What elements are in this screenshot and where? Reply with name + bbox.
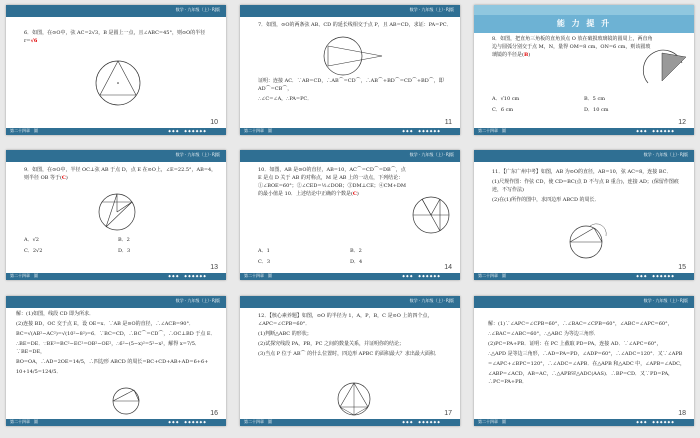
option-d: D．4	[350, 259, 363, 265]
slide-page-12[interactable]	[474, 5, 694, 135]
slide-footer: 第二十四章 圆 ◆ ◆ ◆ ◆ ◆ ◆ ◆ ◆ ◆	[474, 419, 694, 426]
answer-text: B	[523, 52, 529, 58]
circle-figure	[332, 378, 376, 420]
slide-page-11[interactable]	[240, 5, 460, 135]
option-a: A．√10 cm	[492, 96, 520, 102]
slide-header: 数学 · 九年级（上）· RJ版	[6, 296, 226, 308]
slide-footer: 第二十四章 圆 ◆ ◆ ◆ ◆ ◆ ◆ ◆ ◆ ◆	[6, 128, 226, 135]
page-number: 14	[444, 264, 452, 271]
circle-figure	[94, 190, 140, 234]
answer-text: C	[352, 191, 357, 197]
circle-figure	[88, 57, 148, 112]
slide-page-16[interactable]	[6, 296, 226, 426]
slide-footer: 第二十四章 圆 ◆ ◆ ◆ ◆ ◆ ◆ ◆ ◆ ◆	[474, 273, 694, 280]
slide-footer: 第二十四章 圆 ◆ ◆ ◆ ◆ ◆ ◆ ◆ ◆ ◆	[240, 273, 460, 280]
circle-figure	[106, 384, 146, 418]
slide-page-14[interactable]	[240, 150, 460, 280]
circle-figure	[408, 192, 454, 238]
slide-page-13[interactable]	[6, 150, 226, 280]
slide-header: 数学 · 九年级（上）· RJ版	[474, 150, 694, 162]
slide-header: 数学 · 九年级（上）· RJ版	[240, 150, 460, 162]
option-a: A．√2	[24, 237, 39, 243]
slide-header: 数学 · 九年级（上）· RJ版	[474, 296, 694, 308]
circle-figure	[318, 33, 388, 79]
circle-figure	[560, 222, 612, 262]
slide-page-15[interactable]	[474, 150, 694, 280]
option-b: B．5 cm	[584, 96, 605, 102]
solution-text: 解：(1)如图，线段 CD 即为所求． (2)连接 BD，OC 交于点 E，设 OE=x．∵AB 是⊙O的直径，∴∠ACB=90°． BC=√(AB²−AC²)=√(10²−8²)=6．∵BC=CD，∴BC⌒=CD⌒，∴OC⊥BD 于点 E． ∴BE=DE．∵BE²=BC²−EC²=OB²−OE²，∴6²−(5−x)²=5²−x²，解得 x=7/5．∵BE=DE， BO=OA，∴AD=2OE=14/5，∴四边形 ABCD 的周长=BC+CD+AB+AD=6+6+ 10+14/5=124/5．	[16, 311, 216, 375]
slide-page-17[interactable]	[240, 296, 460, 426]
slide-footer: 第二十四章 圆 ◆ ◆ ◆ ◆ ◆ ◆ ◆ ◆ ◆	[6, 419, 226, 426]
option-b: B．2	[350, 248, 362, 254]
slide-header: 数学 · 九年级（上）· RJ版	[6, 5, 226, 17]
question-text: 7．如图，⊙O的两条弦 AB、CD 的延长线相交于点 P，且 AB=CD，求证：PA=PC．	[258, 22, 452, 28]
page-number: 11	[444, 119, 452, 126]
proof-text: 证明：连接 AC．∵AB=CD，∴AB⌒=CD⌒，∴AB⌒+BD⌒=CD⌒+BD⌒，即 AD⌒=CB⌒， ∴∠C=∠A，∴PA=PC．	[258, 78, 444, 102]
solution-text: 解：(1)∵∠APC=∠CPB=60°，∴∠BAC=∠CPB=60°，∠ABC=∠APC=60°， ∴∠BAC=∠ABC=60°，∴△ABC 为等边三角形． (2)PC=PA+PB．证明：在 PC 上截取 PD=PA，连接 AD．∵∠APC=60°， ∴△APD 是等边三角形，∴AD=PA=PD，∠ADP=60°，∴∠ADC=120°．又∵∠APB =∠APC+∠BPC=120°，∴∠ADC=∠APB．在△APB 和△ADC 中，∠APB=∠ADC， ∠ABP=∠ACD，AB=AC，∴△APB≌△ADC(AAS)．∴BP=CD．又∵PD=PA，∴PC=PA+PB．	[488, 321, 685, 385]
slide-footer: 第二十四章 圆 ◆ ◆ ◆ ◆ ◆ ◆ ◆ ◆ ◆	[474, 128, 694, 135]
page-number: 13	[210, 264, 218, 271]
option-b: B．2	[118, 237, 130, 243]
slide-footer: 第二十四章 圆 ◆ ◆ ◆ ◆ ◆ ◆ ◆ ◆ ◆	[240, 419, 460, 426]
page-number: 10	[210, 119, 218, 126]
page-number: 12	[678, 119, 686, 126]
slide-footer: 第二十四章 圆 ◆ ◆ ◆ ◆ ◆ ◆ ◆ ◆ ◆	[6, 273, 226, 280]
page-number: 16	[210, 410, 218, 417]
question-text: 11．【广东广州中考】如图，AB 为⊙O的直径，AB=10，弦 AC=8，连接 BC． (1)尺规作图：作弦 CD，使 CD=BC(点 D 不与点 B 重合)，连接 AD；(保留作图痕迹，不写作法) (2)在(1)所作的图中，求四边形 ABCD 的周长．	[492, 169, 679, 203]
option-d: D．10 cm	[584, 107, 609, 113]
option-c: C．6 cm	[492, 107, 514, 113]
section-title: 能 力 提 升	[556, 19, 612, 28]
question-text: 9．如图，在⊙O中，半径 OC⊥弦 AB 于点 D，点 E 在⊙O上，∠E=22.5°，AB=4，则半径 OB 等于(C)	[24, 167, 217, 181]
page-number: 18	[678, 410, 686, 417]
slide-page-18[interactable]	[474, 296, 694, 426]
answer-text: √6	[30, 38, 38, 44]
option-d: D．3	[118, 248, 131, 254]
slide-page-10[interactable]	[6, 5, 226, 135]
option-a: A．1	[258, 248, 270, 254]
page-number: 15	[678, 264, 686, 271]
question-text: 6．如图，在⊙O中，弦 AC=2√3，B 是圆上一点，且∠ABC=45°，则⊙O的半径 r=√6	[24, 30, 206, 44]
option-c: C．3	[258, 259, 271, 265]
question-text: 8．如图，把直角三角板的直角顶点 O 放在破损玻璃镜的圆周上，两直角边与圆弧分别交于点 M，N，量得 OM=8 cm，ON=6 cm，则该圆玻璃镜的半径是(B)	[492, 36, 653, 58]
triangle-mirror-figure	[642, 43, 690, 93]
slide-header: 数学 · 九年级（上）· RJ版	[240, 296, 460, 308]
option-c: C．2√2	[24, 248, 43, 254]
question-text: 12．【核心素养题】如图，⊙O 的半径为 1，A，P，B，C 是⊙O 上的四个点，∠APC=∠CPB=60°． (1)判断△ABC 的形状； (2)试探究线段 PA，PB，PC 之间的数量关系，并证明你的结论； (3)当点 P 位于 AB⌒ 的什么位置时，四边形 APBC 的面积最大？求出最大面积．	[258, 313, 440, 357]
answer-text: C	[61, 175, 66, 181]
slide-footer: 第二十四章 圆 ◆ ◆ ◆ ◆ ◆ ◆ ◆ ◆ ◆	[240, 128, 460, 135]
page-number: 17	[444, 410, 452, 417]
question-text: 10．如图，AB 是⊙O的直径，AB=10，AC⌒=CD⌒=DB⌒，点 E 是点 D 关于 AB 的对称点，M 是 AB 上的一动点，下列结论：①∠BOE=60°；②∠CED=½∠DOB；③DM⊥CE；④CM+DM 的最小值是 10．上述结论中正确的个数是(C)	[258, 167, 407, 197]
slide-header: 数学 · 九年级（上）· RJ版	[6, 150, 226, 162]
slide-header: 数学 · 九年级（上）· RJ版	[240, 5, 460, 17]
